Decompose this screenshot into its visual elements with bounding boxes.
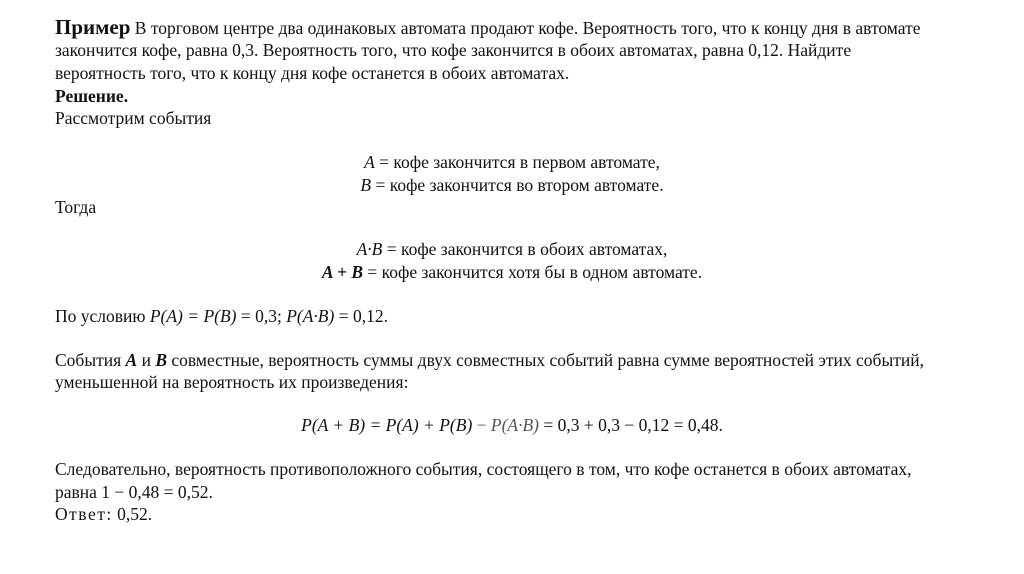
formula-line xyxy=(0,414,1024,436)
condition-end: = 0,12. xyxy=(334,306,388,326)
problem-line-3: вероятность того, что к концу дня кофе останется в обоих автоматах. xyxy=(55,63,570,83)
answer-line xyxy=(55,503,152,525)
answer-label: Ответ: xyxy=(55,504,113,524)
then-text: Тогда xyxy=(55,197,97,217)
joint-b: B xyxy=(155,350,168,370)
formula-lhs: P(A + B) = P(A) + P(B) xyxy=(301,415,473,435)
event-b-text: = кофе закончится во втором автомате. xyxy=(371,175,664,195)
joint-a: A xyxy=(125,350,138,370)
condition-prefix: По условию xyxy=(55,306,150,326)
formula-minus: − xyxy=(472,415,491,435)
event-b xyxy=(0,174,1024,196)
event-a xyxy=(0,151,1024,173)
event-ab-symbol: A·B xyxy=(356,239,383,259)
event-a-text: = кофе закончится в первом автомате, xyxy=(374,152,660,172)
event-b-symbol: B xyxy=(360,175,372,195)
event-ab xyxy=(0,238,1024,260)
consider-text: Рассмотрим события xyxy=(55,108,212,128)
problem-text: В торговом центре два одинаковых автомата продают кофе. Вероятность того, что к концу дня в автомате xyxy=(130,18,921,38)
condition-line xyxy=(55,305,388,327)
problem-line-2: закончится кофе, равна 0,3. Вероятность того, что кофе закончится в обоих автоматах, равна 0,12. Найдите xyxy=(55,40,852,60)
event-a-plus-b xyxy=(0,261,1024,283)
event-ab-text: = кофе закончится в обоих автоматах, xyxy=(382,239,668,259)
problem-line-1 xyxy=(55,16,921,39)
solution-heading: Решение. xyxy=(55,86,129,106)
condition-mid: = 0,3; xyxy=(236,306,287,326)
joint-p3: совместные, вероятность суммы двух совместных событий равна сумме вероятностей этих событий, xyxy=(167,350,924,370)
joint-p1: События xyxy=(55,350,126,370)
formula-pab: P(A·B) xyxy=(490,415,540,435)
condition-expr: P(A) = P(B) xyxy=(149,306,237,326)
event-apb-text: = кофе закончится хотя бы в одном автомате. xyxy=(363,262,703,282)
joint-line-1 xyxy=(55,349,924,371)
conclusion-line-1: Следовательно, вероятность противоположного события, состоящего в том, что кофе останется в обоих автоматах, xyxy=(55,459,912,479)
joint-line-2: уменьшенной на вероятность их произведения: xyxy=(55,372,409,392)
event-a-symbol: A xyxy=(364,152,375,172)
formula-rhs: = 0,3 + 0,3 − 0,12 = 0,48. xyxy=(539,415,723,435)
conclusion-line-2: равна 1 − 0,48 = 0,52. xyxy=(55,482,213,502)
joint-p2: и xyxy=(137,350,156,370)
condition-expr2: P(A·B) xyxy=(286,306,335,326)
event-apb-symbol: A + B xyxy=(321,262,363,282)
answer-value: 0,52. xyxy=(112,504,153,524)
example-label: Пример xyxy=(55,15,131,39)
